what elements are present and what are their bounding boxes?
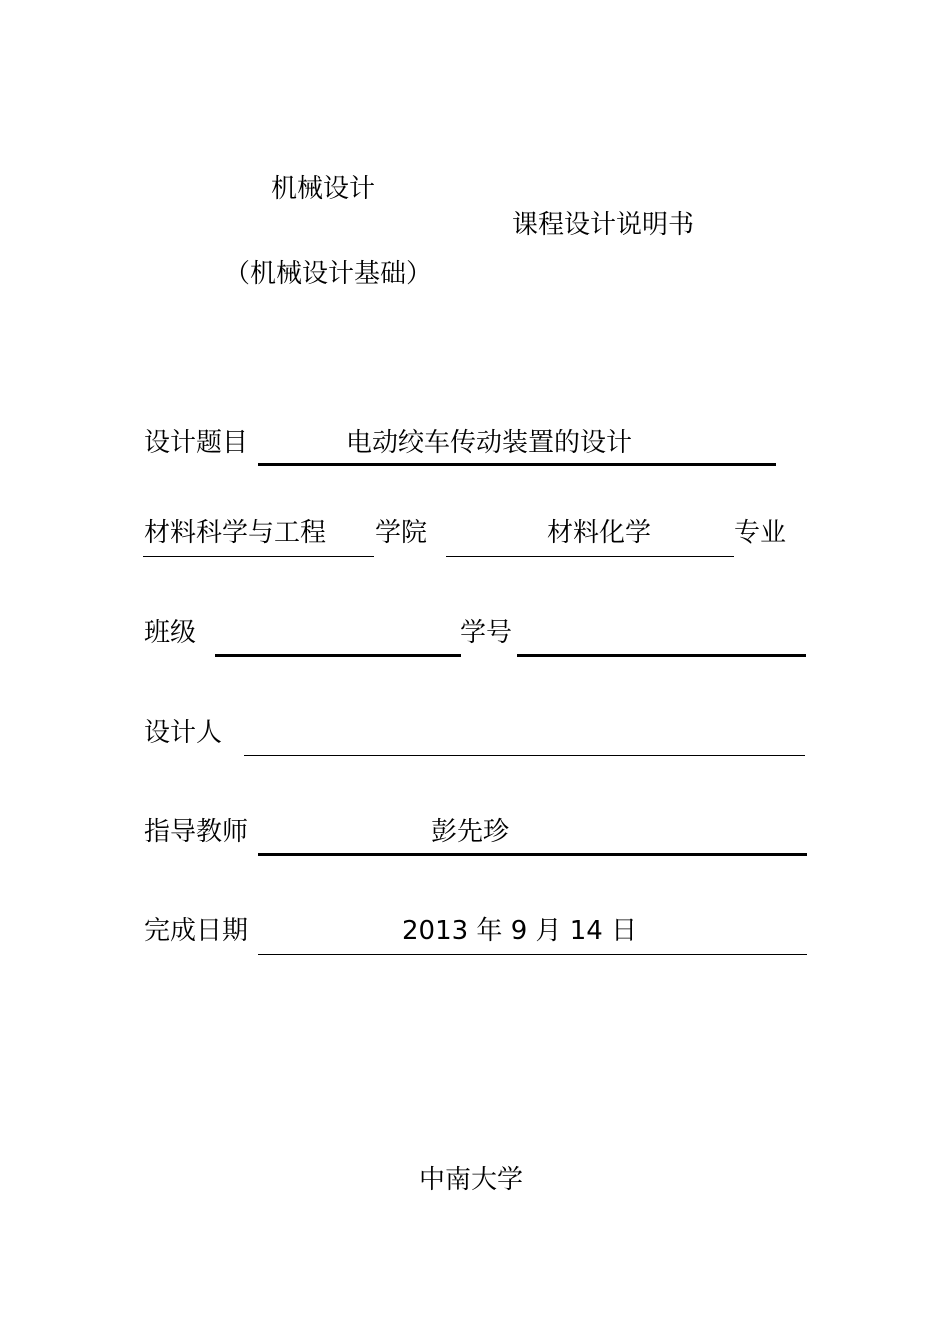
college-underline (143, 556, 374, 557)
designer-underline (244, 755, 805, 756)
student-id-underline (517, 654, 806, 657)
title-mechanical-design: 机械设计 (271, 174, 376, 204)
date-value: 2013 年 9 月 14 日 (402, 916, 638, 946)
major-value: 材料化学 (547, 518, 652, 548)
advisor-underline (258, 853, 807, 856)
date-underline (258, 954, 807, 955)
topic-underline (258, 463, 776, 466)
major-label: 专业 (734, 518, 787, 548)
topic-value: 电动绞车传动装置的设计 (346, 428, 633, 458)
university-name: 中南大学 (419, 1165, 524, 1195)
class-label: 班级 (144, 618, 197, 648)
date-label: 完成日期 (144, 916, 249, 946)
advisor-value: 彭先珍 (431, 817, 510, 847)
major-underline (446, 556, 734, 557)
advisor-label: 指导教师 (144, 817, 249, 847)
title-mechanical-design-basics: （机械设计基础） (224, 259, 433, 289)
class-underline (215, 654, 461, 657)
college-label: 学院 (375, 518, 428, 548)
student-id-label: 学号 (460, 618, 513, 648)
topic-label: 设计题目 (144, 428, 249, 458)
designer-label: 设计人 (144, 718, 223, 748)
title-course-design-manual: 课程设计说明书 (512, 210, 695, 240)
college-value: 材料科学与工程 (144, 518, 327, 548)
